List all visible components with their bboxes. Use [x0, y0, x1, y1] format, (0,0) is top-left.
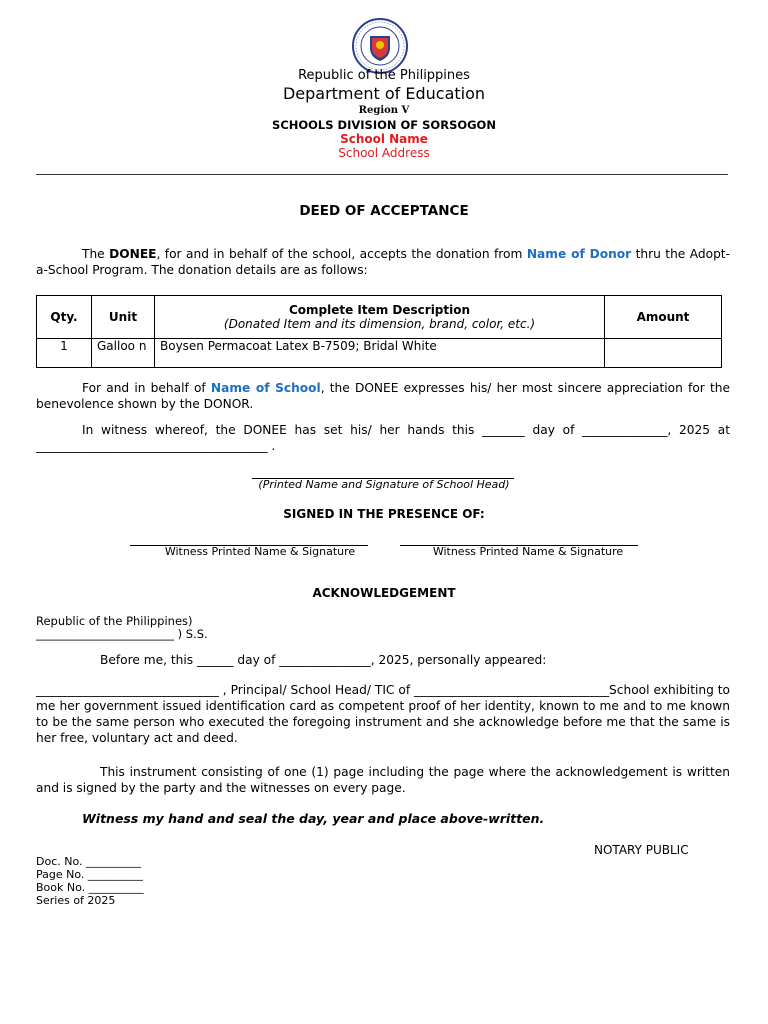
donor-name: Name of Donor [526, 247, 632, 261]
header-desc-label: Complete Item Description [288, 303, 471, 317]
intro-text-2: , for and in behalf of the school, accepts the donation from [156, 247, 527, 261]
acknowledgement-title: ACKNOWLEDGEMENT [312, 586, 456, 600]
witness-paragraph: In witness whereof, the DONEE has set his/ her hands this _______ day of ______________, 2025 at ______________________________________ . [36, 423, 730, 453]
witness-2-label: Witness Printed Name & Signature [432, 545, 624, 558]
cell-qty: 1 [37, 339, 92, 368]
intro-donee: DONEE [109, 247, 157, 261]
intro-text-1: The [82, 247, 110, 261]
header-desc-sub: (Donated Item and its dimension, brand, color, etc.) [223, 317, 536, 331]
appreciation-text-1: For and in behalf of [82, 381, 211, 395]
header-amount: Amount [605, 296, 722, 339]
page-no: Page No. __________ [36, 868, 143, 881]
table-header-row [37, 296, 722, 339]
instrument-paragraph: This instrument consisting of one (1) page including the page where the acknowledgement is written and is signed by the party and the witnesses on every page. [36, 765, 730, 795]
notary-public-label: NOTARY PUBLIC [594, 843, 689, 857]
witness-1-label: Witness Printed Name & Signature [164, 545, 356, 558]
signed-presence-heading: SIGNED IN THE PRESENCE OF: [283, 507, 485, 521]
table-row [37, 339, 722, 368]
header-school-name: School Name [340, 132, 428, 146]
cell-amount [605, 339, 722, 368]
header-department: Department of Education [282, 84, 486, 103]
appeared-paragraph: ______________________________ , Principal/ School Head/ TIC of ________________________________School exhibiting to me her government issued identification card as competent proof of her identity, known to me and to me known to be the same person who executed the foregoing instrument and she acknowledge before me that the same is her free, voluntary act and deed. [36, 683, 730, 745]
witness-hand-line: Witness my hand and seal the day, year and place above-written. [82, 811, 545, 826]
appreciation-text-2: , the DONEE expresses his/ her most sincere appreciation for the benevolence shown by the DONOR. [36, 381, 730, 411]
header-qty: Qty. [37, 296, 92, 339]
deped-seal [352, 18, 408, 74]
school-head-caption: (Printed Name and Signature of School Head) [258, 478, 510, 491]
school-name-field: Name of School [210, 381, 321, 395]
header-description [155, 296, 605, 339]
header-unit: Unit [92, 296, 155, 339]
document-title: DEED OF ACCEPTANCE [299, 203, 469, 219]
donation-table [36, 295, 722, 368]
cell-unit: Galloo n [92, 339, 155, 368]
intro-paragraph [36, 246, 730, 278]
header-division: SCHOOLS DIVISION OF SORSOGON [272, 118, 496, 132]
doc-no: Doc. No. __________ [36, 855, 141, 868]
header-region: Region V [358, 105, 410, 116]
before-me-line: Before me, this ______ day of _______________, 2025, personally appeared: [100, 653, 547, 667]
book-no: Book No. __________ [36, 881, 144, 894]
venue-line-2: ________________________ ) S.S. [36, 627, 208, 641]
header-republic: Republic of the Philippines [298, 68, 470, 83]
series: Series of 2025 [36, 894, 116, 907]
header-divider [36, 174, 728, 175]
appreciation-paragraph [36, 380, 730, 412]
cell-description: Boysen Permacoat Latex B-7509; Bridal White [155, 339, 605, 368]
venue-line-1: Republic of the Philippines) [36, 614, 193, 628]
intro-text-3: thru the Adopt-a-School Program. The donation details are as follows: [36, 247, 730, 277]
header-school-address: School Address [338, 146, 430, 160]
